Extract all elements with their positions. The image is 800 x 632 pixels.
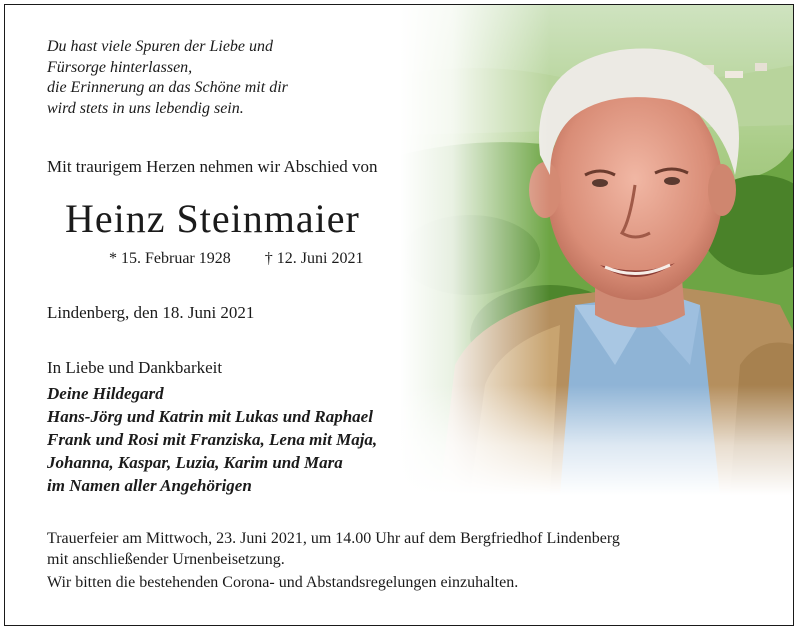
mourner-line: Frank und Rosi mit Franziska, Lena mit Maja, <box>47 430 378 449</box>
photo-fade-bottom <box>400 385 794 495</box>
quote-line: Fürsorge hinterlassen, <box>47 58 193 76</box>
life-dates <box>109 250 363 268</box>
love-line: In Liebe und Dankbarkeit <box>47 358 223 377</box>
funeral-service-info <box>47 528 620 570</box>
memorial-quote <box>47 37 288 119</box>
deceased-name: Heinz Steinmaier <box>65 196 360 241</box>
place-and-date: Lindenberg, den 18. Juni 2021 <box>47 303 255 322</box>
death-date: † 12. Juni 2021 <box>264 250 364 267</box>
birth-date: * 15. Februar 1928 <box>109 250 231 267</box>
service-line: Trauerfeier am Mittwoch, 23. Juni 2021, um 14.00 Uhr auf dem Bergfriedhof Lindenberg <box>47 530 620 547</box>
mourner-line: im Namen aller Angehörigen <box>47 476 252 495</box>
mourner-line: Hans-Jörg und Katrin mit Lukas und Raphael <box>47 407 373 426</box>
quote-line: die Erinnerung an das Schöne mit dir <box>47 79 288 96</box>
mourners-list <box>47 382 377 497</box>
mourner-line: Deine Hildegard <box>47 384 164 403</box>
farewell-intro: Mit traurigem Herzen nehmen wir Abschied von <box>47 157 378 176</box>
portrait-photo <box>400 5 794 495</box>
corona-notice: Wir bitten die bestehenden Corona- und Abstandsregelungen einzuhalten. <box>47 574 519 591</box>
mourner-line: Johanna, Kaspar, Luzia, Karim und Mara <box>47 453 343 472</box>
quote-line: Du hast viele Spuren der Liebe und <box>47 38 274 55</box>
obituary-card <box>4 4 794 626</box>
service-line: mit anschließender Urnenbeisetzung. <box>47 551 285 568</box>
quote-line: wird stets in uns lebendig sein. <box>47 99 244 117</box>
